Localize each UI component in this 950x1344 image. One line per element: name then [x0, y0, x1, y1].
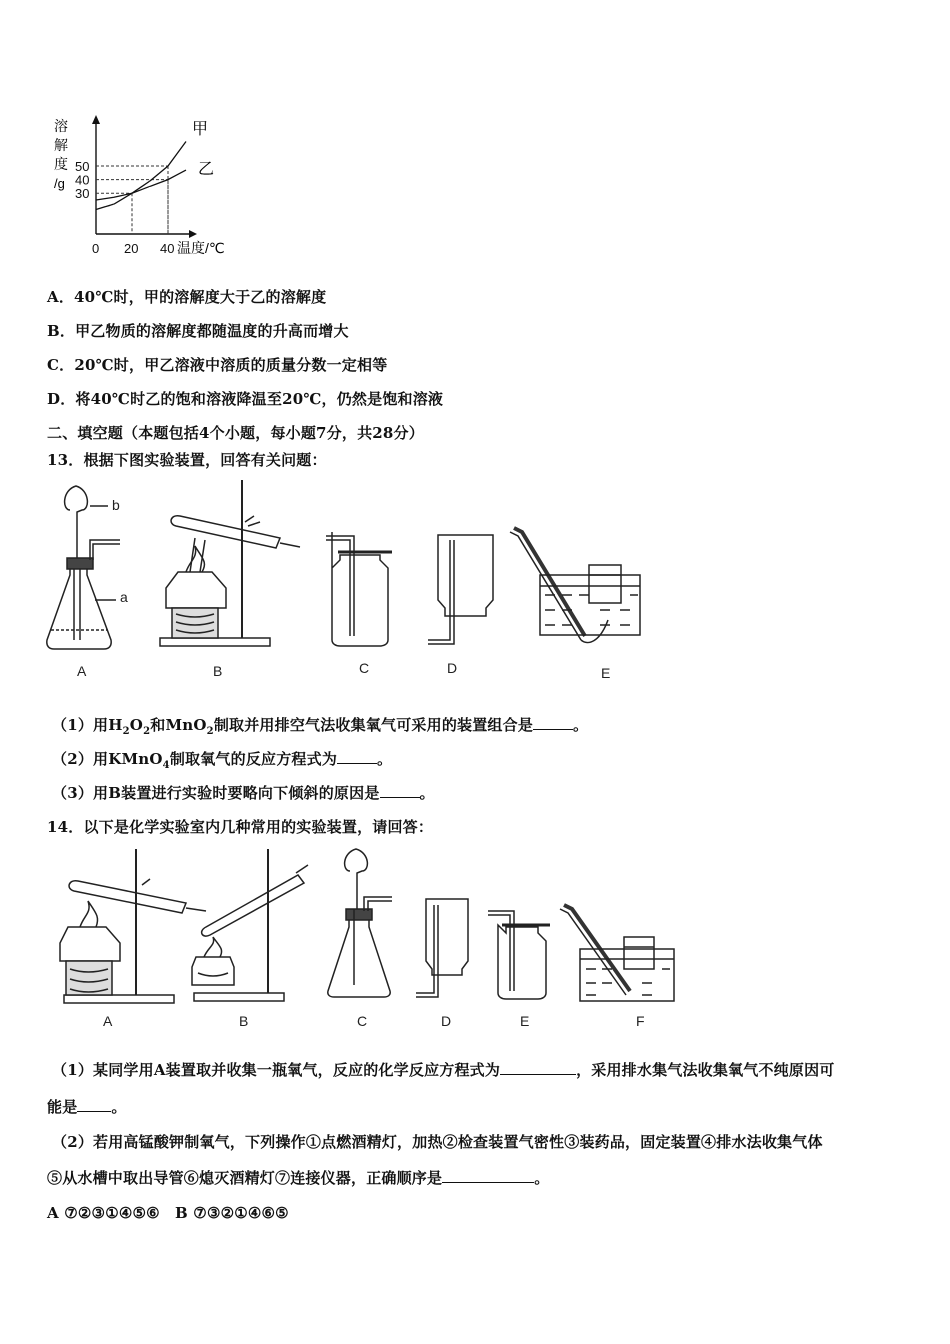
text: 。	[573, 716, 589, 734]
apparatus-e	[510, 528, 640, 643]
text: 。	[111, 1098, 127, 1116]
text: 能是	[47, 1098, 78, 1116]
q13-sub2	[52, 748, 392, 771]
text: 制取氧气的反应方程式为	[169, 750, 338, 768]
subscript: 2	[122, 726, 130, 737]
apparatus-d	[416, 899, 468, 997]
text: 和MnO	[150, 716, 207, 734]
subscript: 4	[162, 760, 170, 771]
apparatus-c	[326, 532, 392, 646]
series-line-1	[96, 170, 186, 200]
answer-blank[interactable]	[533, 714, 573, 730]
option-key: B．	[47, 322, 76, 340]
text: （3）用B装置进行实验时要略向下倾斜的原因是	[52, 784, 380, 802]
text: （2）用KMnO	[52, 750, 163, 768]
series-line-0	[96, 142, 186, 210]
q14-sub2-line1: （2）若用高锰酸钾制氧气，下列操作①点燃酒精灯，加热②检查装置气密性③装药品，固定装置④排水法收集气体	[52, 1133, 823, 1151]
answer-blank[interactable]	[77, 1096, 111, 1112]
option-key: C．	[47, 356, 75, 374]
q14-sub1-line2	[47, 1096, 127, 1117]
solubility-chart	[45, 110, 245, 260]
answer-blank[interactable]	[500, 1059, 576, 1075]
q14-sub1-line1	[52, 1059, 834, 1080]
y-tick-label: 30	[75, 186, 90, 202]
apparatus-b	[192, 849, 308, 1001]
answer-blank[interactable]	[337, 748, 377, 764]
option-key: D．	[47, 390, 76, 408]
q13-label-d: D	[447, 660, 458, 676]
text: 。	[419, 784, 435, 802]
q13-stem: 13．根据下图实验装置，回答有关问题：	[47, 451, 327, 469]
x-tick-label: 20	[124, 241, 139, 256]
apparatus-e	[488, 911, 550, 999]
answer-blank[interactable]	[442, 1167, 534, 1183]
y-label-2: 度	[54, 156, 68, 172]
q13-label-e: E	[601, 665, 611, 681]
text: （1）用H	[52, 716, 123, 734]
text: ，采用排水集气法收集氧气不纯原因可	[576, 1061, 835, 1079]
q13-label-c: C	[359, 660, 370, 676]
q14-label-f: F	[636, 1013, 645, 1029]
q14-label-a: A	[103, 1013, 113, 1029]
q13-label-small-a: a	[120, 589, 128, 605]
q14-apparatus-figure	[58, 845, 678, 1015]
option-text: 将40℃时乙的饱和溶液降温至20℃，仍然是饱和溶液	[75, 390, 444, 408]
option-b[interactable]	[47, 320, 349, 341]
option-d[interactable]	[47, 388, 443, 409]
q14-label-e: E	[520, 1013, 530, 1029]
option-text: 40℃时，甲的溶解度大于乙的溶解度	[74, 288, 327, 306]
q14-label-c: C	[357, 1013, 368, 1029]
apparatus-a	[47, 486, 120, 649]
apparatus-b	[160, 480, 300, 646]
apparatus-a	[60, 849, 206, 1003]
x-axis-arrow	[189, 230, 197, 238]
option-text: 20℃时，甲乙溶液中溶质的质量分数一定相等	[74, 356, 388, 374]
text: 。	[534, 1169, 550, 1187]
option-text: 甲乙物质的溶解度都随温度的升高而增大	[75, 322, 349, 340]
series-label-yi: 乙	[198, 161, 215, 178]
answer-blank[interactable]	[380, 782, 420, 798]
q13-label-small-b: b	[112, 497, 120, 513]
y-label-1: 解	[54, 137, 68, 153]
apparatus-c	[328, 849, 392, 997]
q13-label-a: A	[77, 663, 87, 679]
q14-choices[interactable]: A ⑦②③①④⑤⑥ B ⑦③②①④⑥⑤	[47, 1204, 289, 1222]
y-label-3: /g	[54, 176, 65, 191]
q14-label-d: D	[441, 1013, 452, 1029]
section-heading: 二、填空题（本题包括4个小题，每小题7分，共28分）	[47, 424, 424, 442]
text: ⑤从水槽中取出导管⑥熄灭酒精灯⑦连接仪器，正确顺序是	[47, 1169, 443, 1187]
y-tick-label: 50	[75, 159, 90, 174]
x-tick-label: 40	[160, 241, 175, 256]
y-axis-arrow	[92, 115, 100, 124]
option-key: A．	[47, 288, 75, 306]
subscript: 2	[143, 726, 151, 737]
q14-label-b: B	[239, 1013, 249, 1029]
text: 。	[377, 750, 393, 768]
y-label-0: 溶	[54, 118, 68, 134]
option-c[interactable]	[47, 354, 387, 375]
q14-sub2-line2	[47, 1167, 549, 1188]
option-a[interactable]	[47, 286, 326, 307]
text: O	[129, 716, 144, 734]
x-axis-label: 温度/℃	[177, 240, 225, 256]
q13-sub1	[52, 714, 588, 737]
text: （1）某同学用A装置取并收集一瓶氧气，反应的化学反应方程式为	[52, 1061, 501, 1079]
q13-apparatus-figure	[40, 480, 660, 685]
q13-label-b: B	[213, 663, 223, 679]
q14-stem: 14．以下是化学实验室内几种常用的实验装置，请回答：	[47, 818, 434, 836]
apparatus-f	[560, 905, 674, 1001]
subscript: 2	[206, 726, 214, 737]
series-label-jia: 甲	[192, 121, 209, 138]
y-tick-label: 40	[75, 172, 90, 188]
text: 制取并用排空气法收集氧气可采用的装置组合是	[213, 716, 534, 734]
q13-sub3	[52, 782, 435, 803]
apparatus-d	[428, 535, 493, 644]
x-tick-label: 0	[92, 241, 100, 256]
